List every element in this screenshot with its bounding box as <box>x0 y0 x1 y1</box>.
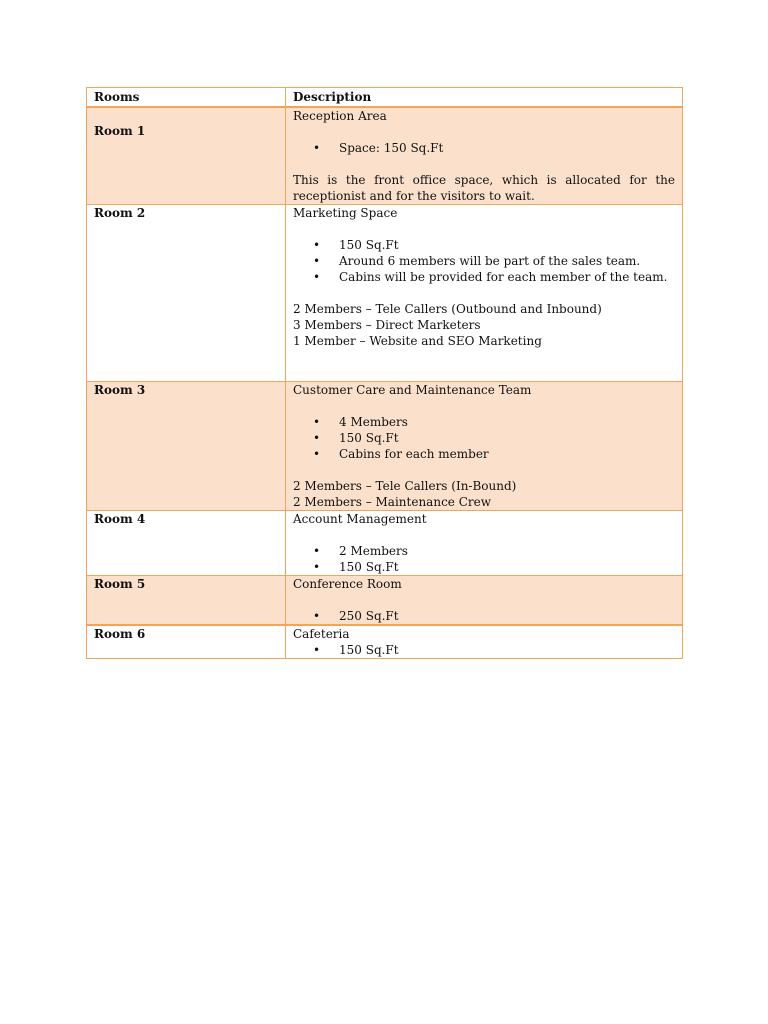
staff-notes <box>293 301 675 349</box>
list-item: • Around 6 members will be part of the sales team. <box>313 254 641 268</box>
note-line: 2 Members – Tele Callers (Outbound and Inbound) <box>293 302 602 316</box>
room-name: Room 4 <box>87 511 286 576</box>
list-item: • 250 Sq.Ft <box>313 609 399 623</box>
list-item: • Space: 150 Sq.Ft <box>313 141 444 155</box>
bullet-list <box>293 414 675 462</box>
room-name: Room 5 <box>87 576 286 626</box>
bullet-list <box>293 237 675 285</box>
header-rooms: Rooms <box>87 88 286 108</box>
room-name: Room 3 <box>87 382 286 511</box>
note-line: 3 Members – Direct Marketers <box>293 318 481 332</box>
bullet-icon: • <box>313 238 321 252</box>
room-name: Room 6 <box>87 625 286 659</box>
bullet-list <box>293 140 675 156</box>
bullet-icon: • <box>313 415 321 429</box>
room-description <box>286 107 683 205</box>
table-row <box>87 511 683 576</box>
room-name: Room 1 <box>87 107 286 205</box>
list-item: • 150 Sq.Ft <box>313 431 399 445</box>
description-title: Cafeteria <box>293 627 350 641</box>
rooms-table <box>86 87 683 659</box>
bullet-icon: • <box>313 270 321 284</box>
room-description <box>286 511 683 576</box>
room-description <box>286 382 683 511</box>
description-title: Account Management <box>293 512 427 526</box>
bullet-list <box>293 543 675 575</box>
bullet-icon: • <box>313 544 321 558</box>
description-title: Customer Care and Maintenance Team <box>293 383 532 397</box>
note-line: 2 Members – Tele Callers (In-Bound) <box>293 479 517 493</box>
list-item: • Cabins for each member <box>313 447 489 461</box>
list-item: • 150 Sq.Ft <box>313 238 399 252</box>
description-title: Reception Area <box>293 109 387 123</box>
bullet-list <box>293 642 675 658</box>
note-line: 1 Member – Website and SEO Marketing <box>293 334 542 348</box>
description-title: Marketing Space <box>293 206 398 220</box>
bullet-icon: • <box>313 560 321 574</box>
table-row <box>87 576 683 626</box>
list-item: • Cabins will be provided for each member of the team. <box>313 270 668 284</box>
table-row <box>87 205 683 382</box>
bullet-icon: • <box>313 431 321 445</box>
description-paragraph: This is the front office space, which is allocated for the receptionist and for the visitors to wait. <box>293 173 675 203</box>
bullet-icon: • <box>313 643 321 657</box>
bullet-icon: • <box>313 609 321 623</box>
note-line: 2 Members – Maintenance Crew <box>293 495 491 509</box>
room-description <box>286 576 683 626</box>
bullet-list <box>293 608 675 624</box>
document-page <box>86 87 682 659</box>
description-title: Conference Room <box>293 577 402 591</box>
list-item: • 150 Sq.Ft <box>313 560 399 574</box>
room-description <box>286 205 683 382</box>
table-header-row <box>87 88 683 108</box>
list-item: • 150 Sq.Ft <box>313 643 399 657</box>
table-row <box>87 382 683 511</box>
bullet-icon: • <box>313 254 321 268</box>
header-description: Description <box>286 88 683 108</box>
list-item: • 4 Members <box>313 415 408 429</box>
table-row <box>87 625 683 659</box>
staff-notes <box>293 478 675 510</box>
table-row <box>87 107 683 205</box>
room-description <box>286 625 683 659</box>
list-item: • 2 Members <box>313 544 408 558</box>
bullet-icon: • <box>313 447 321 461</box>
room-name: Room 2 <box>87 205 286 382</box>
bullet-icon: • <box>313 141 321 155</box>
